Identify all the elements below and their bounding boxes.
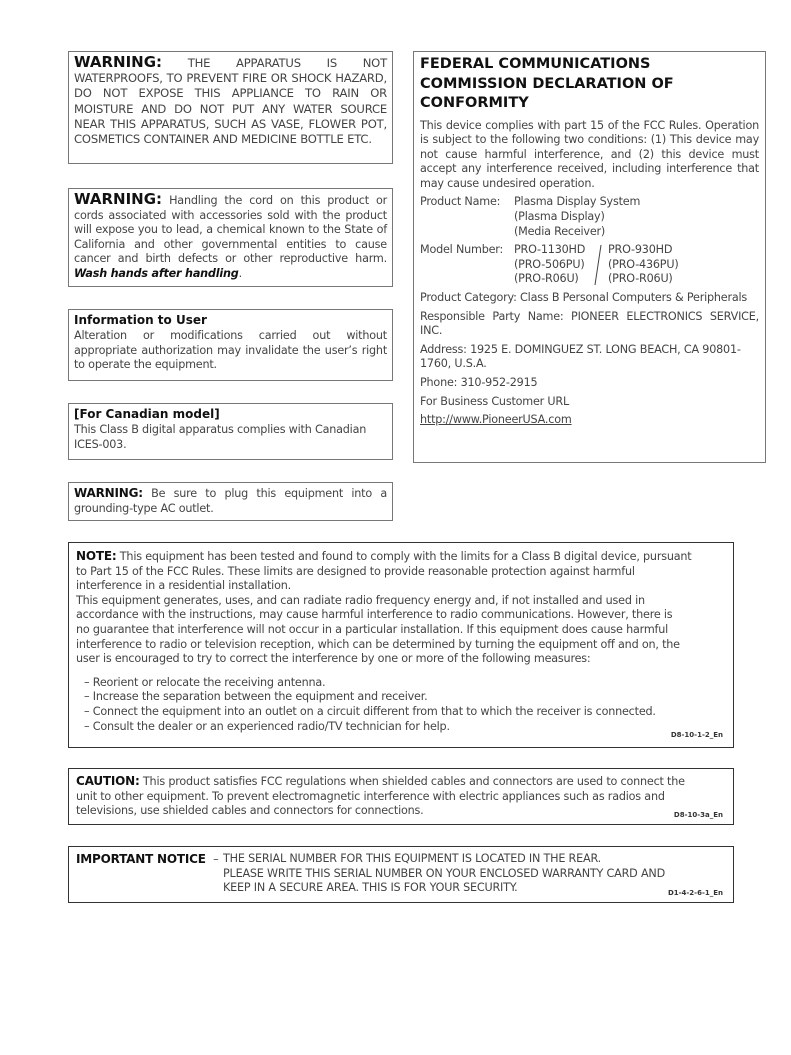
business-url-label: For Business Customer URL: [420, 394, 570, 408]
canadian-model-box: [68, 403, 393, 460]
important-notice-box: [68, 846, 734, 903]
warning-label: WARNING:: [74, 486, 143, 500]
warning-waterproof-box: [68, 51, 393, 164]
info-to-user-title: Information to User: [74, 313, 207, 327]
wash-hands-emphasis: Wash hands after handling: [74, 266, 239, 280]
responsible-party: Responsible Party Name: PIONEER ELECTRONICS SERVICE, INC.: [420, 309, 759, 338]
warning-grounding-text: WARNING: Be sure to plug this equipment into a grounding-type AC outlet.: [74, 486, 387, 515]
fcc-declaration-box: [413, 51, 766, 463]
measure-item: – Connect the equipment into an outlet on a circuit different from that to which the receiver is connected.: [84, 704, 656, 718]
important-notice-label: IMPORTANT NOTICE: [76, 852, 206, 866]
important-notice-text: THE SERIAL NUMBER FOR THIS EQUIPMENT IS LOCATED IN THE REAR. PLEASE WRITE THIS SERIAL NUMBER ON YOUR ENCLOSED WARRANTY CARD AND KEEP IN A SECURE AREA. THIS IS FOR YOUR SECURITY.: [223, 852, 665, 895]
doc-code: D1-4-2-6-1_En: [667, 889, 723, 897]
measure-item: – Reorient or relocate the receiving antenna.: [84, 675, 326, 689]
fcc-note-box: [68, 542, 734, 748]
note-text: NOTE: This equipment has been tested and found to comply with the limits for a Class B digital device, pursuant to Part 15 of the FCC Rules. These limits are designed to provide reasonable protection against harmful interference in a residential installation. This equipment generates, uses, and can radiate radio frequency energy and, if not installed and used in accordance with the instructions, may cause harmful interference to radio communications. However, there is no guarantee that interference will not occur in a particular installation. If this equipment does cause harmful interference to radio or television reception, which can be determined by turning the equipment off and on, the user is encouraged to try to correct the interference by one or more of the following measures:: [76, 549, 692, 666]
warning-grounding-box: [68, 482, 393, 521]
note-measures-list: [76, 676, 726, 734]
info-to-user-box: [68, 309, 393, 381]
note-label: NOTE:: [76, 549, 117, 563]
canadian-model-text: This Class B digital apparatus complies with Canadian ICES-003.: [74, 423, 367, 451]
info-to-user-text: Alteration or modifications carried out without appropriate authorization may invalidate the user’s right to operate the equipment.: [74, 329, 387, 372]
phone: Phone: 310-952-2915: [420, 376, 538, 389]
caution-text: CAUTION: This product satisfies FCC regulations when shielded cables and connectors are used to connect the unit to other equipment. To prevent electromagnetic interference with electric appliances such as radios and televisions, use shielded cables and connectors for connections.: [76, 774, 685, 818]
caution-label: CAUTION:: [76, 774, 140, 788]
warning-waterproof-text: WARNING: THE APPARATUS IS NOT WATERPROOFS, TO PREVENT FIRE OR SHOCK HAZARD, DO NOT EXPOSE THIS APPLIANCE TO RAIN OR MOISTURE AND DO NOT PUT ANY WATER SOURCE NEAR THIS APPARATUS, SUCH AS VASE, FLOWER POT, COSMETICS CONTAINER AND MEDICINE BOTTLE ETC.: [74, 53, 387, 147]
warning-label: WARNING:: [74, 53, 163, 71]
address: Address: 1925 E. DOMINGUEZ ST. LONG BEACH, CA 90801-1760, U.S.A.: [420, 342, 741, 371]
measure-item: – Consult the dealer or an experienced radio/TV technician for help.: [84, 719, 450, 733]
product-name: Product Name: Plasma Display System (Plasma Display) (Media Receiver): [420, 195, 641, 238]
slash-divider: [590, 243, 608, 287]
canadian-model-title: [For Canadian model]: [74, 407, 220, 421]
pioneer-url-link[interactable]: http://www.PioneerUSA.com: [420, 413, 572, 427]
model-number: Model Number: PRO-1130HD (PRO-506PU) (PRO-R06U) PRO-930HD (PRO-436PU) (PRO-R06U): [420, 243, 679, 286]
measure-item: – Increase the separation between the equipment and receiver.: [84, 690, 428, 704]
caution-box: [68, 768, 734, 825]
doc-code: D8-10-1-2_En: [670, 731, 723, 739]
product-category: Product Category: Class B Personal Computers & Peripherals: [420, 291, 748, 305]
fcc-intro: This device complies with part 15 of the FCC Rules. Operation is subject to the following two conditions: (1) This device may not cause harmful interference, and (2) this device must accept any interference received, including interference that may cause undesired operation.: [420, 118, 759, 190]
warning-lead-text: WARNING: Handling the cord on this product or cords associated with accessories sold with the product will expose you to lead, a chemical known to the State of California and other governmental entities to cause cancer and birth defects or other reproductive harm. Wash hands after handling.: [74, 190, 387, 280]
fcc-title: FEDERAL COMMUNICATIONS COMMISSION DECLARATION OF CONFORMITY: [420, 56, 674, 111]
dash: –: [213, 853, 219, 866]
warning-label: WARNING:: [74, 190, 163, 208]
warning-lead-box: [68, 188, 393, 287]
doc-code: D8-10-3a_En: [673, 811, 723, 819]
